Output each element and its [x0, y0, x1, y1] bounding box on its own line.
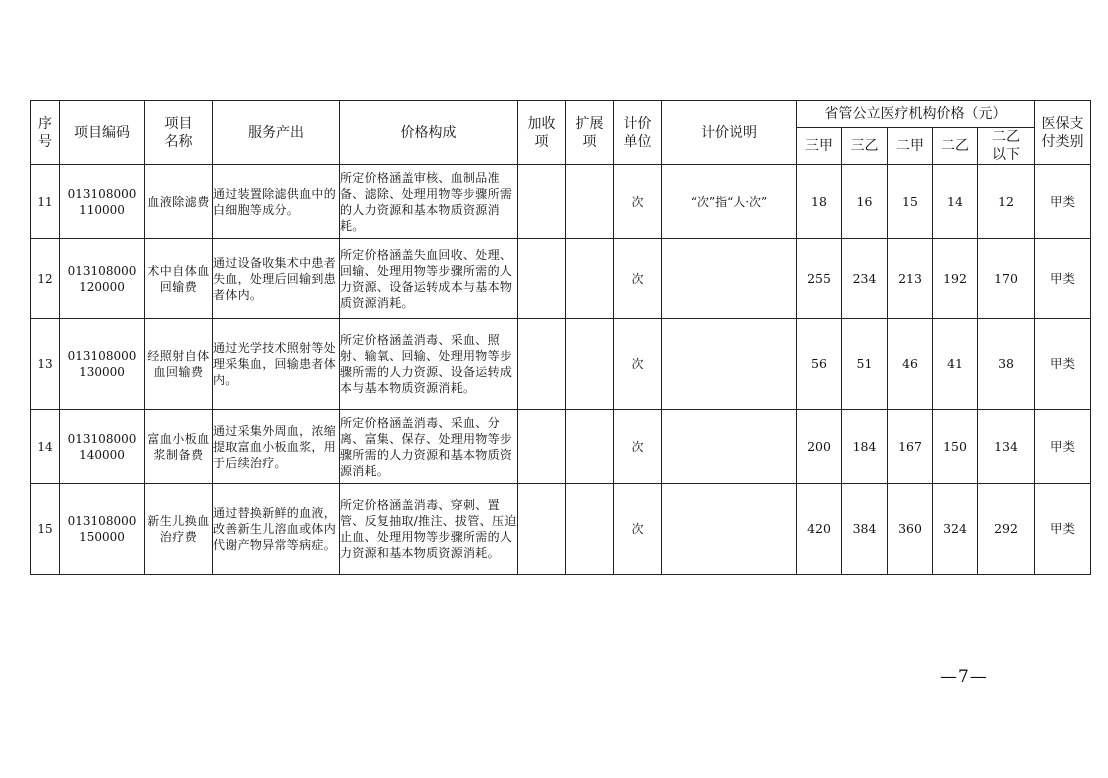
cell-price-2: 184: [842, 410, 888, 484]
cell-price-3: 167: [888, 410, 933, 484]
header-price-level-1: 三甲: [797, 128, 842, 165]
cell-output: 通过替换新鲜的血液，改善新生儿溶血或体内代谢产物异常等病症。: [213, 484, 340, 575]
table-row: [31, 165, 1091, 239]
cell-seq: 12: [31, 239, 60, 319]
header-unit: 计价 单位: [614, 101, 662, 165]
cell-extension: [566, 165, 614, 239]
cell-surcharge: [518, 484, 566, 575]
cell-composition: 所定价格涵盖消毒、穿刺、置管、反复抽取/推注、拔管、压迫止血、处理用物等步骤所需的人力资源和基本物质资源消耗。: [340, 484, 518, 575]
cell-unit: 次: [614, 484, 662, 575]
cell-price-4: 14: [933, 165, 978, 239]
cell-surcharge: [518, 239, 566, 319]
cell-price-3: 15: [888, 165, 933, 239]
cell-price-2: 51: [842, 319, 888, 410]
cell-price-2: 16: [842, 165, 888, 239]
cell-note: [662, 410, 797, 484]
header-price-level-4: 二乙: [933, 128, 978, 165]
cell-note: [662, 484, 797, 575]
price-table-container: [30, 100, 1090, 575]
cell-price-5: 38: [978, 319, 1035, 410]
cell-seq: 14: [31, 410, 60, 484]
header-row-1: [31, 101, 1091, 128]
cell-name: 新生儿换血治疗费: [145, 484, 213, 575]
cell-price-3: 360: [888, 484, 933, 575]
cell-unit: 次: [614, 165, 662, 239]
cell-price-5: 170: [978, 239, 1035, 319]
cell-price-2: 384: [842, 484, 888, 575]
cell-output: 通过装置除滤供血中的白细胞等成分。: [213, 165, 340, 239]
cell-surcharge: [518, 410, 566, 484]
cell-price-1: 18: [797, 165, 842, 239]
cell-code: 013108000 110000: [60, 165, 145, 239]
cell-name: 经照射自体血回输费: [145, 319, 213, 410]
cell-insurance: 甲类: [1035, 319, 1091, 410]
cell-insurance: 甲类: [1035, 410, 1091, 484]
cell-unit: 次: [614, 239, 662, 319]
header-price-group: 省管公立医疗机构价格（元）: [797, 101, 1035, 128]
header-output: 服务产出: [213, 101, 340, 165]
cell-unit: 次: [614, 319, 662, 410]
cell-name: 术中自体血回输费: [145, 239, 213, 319]
cell-composition: 所定价格涵盖消毒、采血、分离、富集、保存、处理用物等步骤所需的人力资源和基本物质资源消耗。: [340, 410, 518, 484]
cell-composition: 所定价格涵盖审核、血制品准备、滤除、处理用物等步骤所需的人力资源和基本物质资源消耗。: [340, 165, 518, 239]
cell-extension: [566, 410, 614, 484]
cell-extension: [566, 319, 614, 410]
cell-composition: 所定价格涵盖失血回收、处理、回输、处理用物等步骤所需的人力资源、设备运转成本与基本物质资源消耗。: [340, 239, 518, 319]
cell-seq: 13: [31, 319, 60, 410]
cell-price-1: 420: [797, 484, 842, 575]
cell-price-5: 292: [978, 484, 1035, 575]
cell-price-1: 255: [797, 239, 842, 319]
cell-price-4: 324: [933, 484, 978, 575]
table-row: [31, 410, 1091, 484]
table-row: [31, 484, 1091, 575]
header-insurance: 医保支 付类别: [1035, 101, 1091, 165]
header-price-level-3: 二甲: [888, 128, 933, 165]
cell-price-4: 41: [933, 319, 978, 410]
page-number: —7—: [940, 667, 988, 687]
cell-price-4: 150: [933, 410, 978, 484]
cell-note: “次”指“人·次”: [662, 165, 797, 239]
cell-seq: 15: [31, 484, 60, 575]
price-table: [30, 100, 1091, 575]
header-note: 计价说明: [662, 101, 797, 165]
cell-name: 血液除滤费: [145, 165, 213, 239]
cell-unit: 次: [614, 410, 662, 484]
cell-insurance: 甲类: [1035, 165, 1091, 239]
cell-extension: [566, 484, 614, 575]
cell-price-2: 234: [842, 239, 888, 319]
header-name: 项目 名称: [145, 101, 213, 165]
cell-price-4: 192: [933, 239, 978, 319]
cell-price-5: 12: [978, 165, 1035, 239]
header-price-level-5: 二乙 以下: [978, 128, 1035, 165]
header-extension: 扩展 项: [566, 101, 614, 165]
header-surcharge: 加收 项: [518, 101, 566, 165]
cell-price-3: 213: [888, 239, 933, 319]
cell-output: 通过光学技术照射等处理采集血，回输患者体内。: [213, 319, 340, 410]
table-row: [31, 239, 1091, 319]
cell-extension: [566, 239, 614, 319]
cell-code: 013108000 150000: [60, 484, 145, 575]
cell-price-1: 200: [797, 410, 842, 484]
cell-name: 富血小板血浆制备费: [145, 410, 213, 484]
cell-output: 通过设备收集术中患者失血，处理后回输到患者体内。: [213, 239, 340, 319]
cell-note: [662, 319, 797, 410]
cell-price-3: 46: [888, 319, 933, 410]
cell-output: 通过采集外周血，浓缩提取富血小板血浆，用于后续治疗。: [213, 410, 340, 484]
header-seq: 序 号: [31, 101, 60, 165]
header-composition: 价格构成: [340, 101, 518, 165]
cell-price-5: 134: [978, 410, 1035, 484]
header-price-level-2: 三乙: [842, 128, 888, 165]
cell-code: 013108000 130000: [60, 319, 145, 410]
cell-note: [662, 239, 797, 319]
cell-insurance: 甲类: [1035, 239, 1091, 319]
header-code: 项目编码: [60, 101, 145, 165]
cell-price-1: 56: [797, 319, 842, 410]
table-row: [31, 319, 1091, 410]
cell-seq: 11: [31, 165, 60, 239]
cell-composition: 所定价格涵盖消毒、采血、照射、输氧、回输、处理用物等步骤所需的人力资源、设备运转成本与基本物质资源消耗。: [340, 319, 518, 410]
cell-insurance: 甲类: [1035, 484, 1091, 575]
cell-code: 013108000 140000: [60, 410, 145, 484]
cell-code: 013108000 120000: [60, 239, 145, 319]
cell-surcharge: [518, 165, 566, 239]
cell-surcharge: [518, 319, 566, 410]
